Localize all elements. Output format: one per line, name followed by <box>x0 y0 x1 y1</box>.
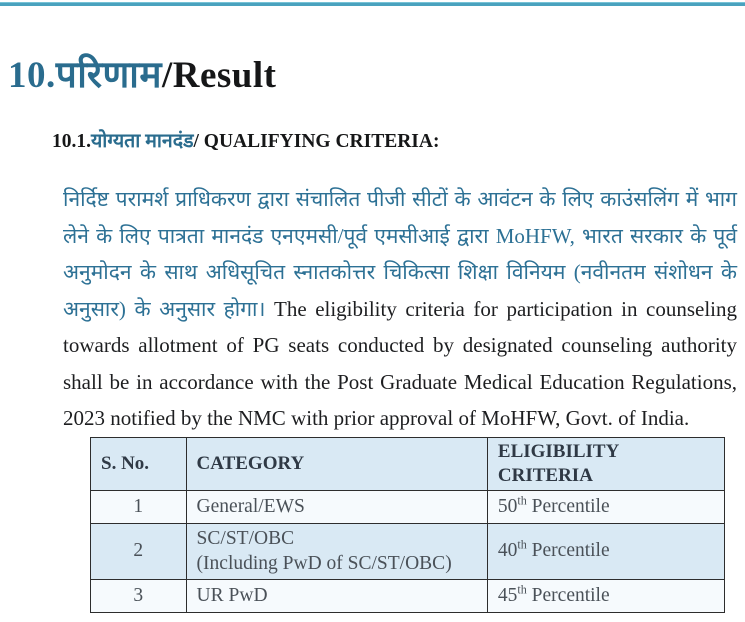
table-header-row <box>91 438 725 491</box>
percentile-label: Percentile <box>526 540 610 562</box>
header-category: CATEGORY <box>186 438 487 491</box>
eligibility-paragraph <box>63 181 737 437</box>
cell-percentile <box>487 491 724 524</box>
table-row <box>91 524 725 580</box>
percentile-number: 50 <box>497 496 518 517</box>
percentile-label: Percentile <box>526 496 610 517</box>
section-number: 10. <box>8 54 56 96</box>
subsection-heading-hindi: योग्यता मानदंड <box>91 131 194 153</box>
eligibility-criteria-table <box>90 437 725 613</box>
header-sno: S. No. <box>91 438 187 491</box>
subsection-number: 10.1. <box>52 131 91 153</box>
cell-sno: 2 <box>91 524 187 580</box>
percentile-label: Percentile <box>526 584 610 606</box>
cell-sno: 3 <box>91 579 187 612</box>
section-title-english: /Result <box>161 54 277 96</box>
paragraph-english-text: The eligibility criteria for participation in counseling towards allotment of PG seats conducted by designated counseling authority shall be in accordance with the Post Graduate Medical Education Regulations, 2023 notified by the NMC with prior approval of MoHFW, Govt. of India. <box>63 296 737 430</box>
cell-category <box>186 491 487 524</box>
percentile-number: 40 <box>497 540 518 562</box>
paragraph-hindi-text: निर्दिष्ट परामर्श प्राधिकरण द्वारा संचालित पीजी सीटों के आवंटन के लिए काउंसलिंग में भाग लेने के लिए पात्रता मानदंड एनएमसी/पूर्व एमसीआई द्वारा MoHFW, भारत सरकार के पूर्व अनुमोदन के साथ अधिसूचित स्नातकोत्तर चिकित्सा शिक्षा विनियम (नवीनतम संशोधन के अनुसार) के अनुसार होगा। <box>63 187 737 321</box>
table-row <box>91 491 725 524</box>
cell-sno: 1 <box>91 491 187 524</box>
table-row <box>91 579 725 612</box>
subsection-heading-english: / QUALIFYING CRITERIA: <box>193 131 440 153</box>
page-top-rule <box>0 2 745 6</box>
subsection-heading <box>52 126 439 153</box>
section-title <box>8 47 276 98</box>
cell-percentile <box>487 579 724 612</box>
category-line: UR PwD <box>196 585 268 607</box>
percentile-ordinal: th <box>517 537 527 552</box>
cell-category <box>186 579 487 612</box>
percentile-number: 45 <box>497 584 518 606</box>
percentile-ordinal: th <box>517 493 527 508</box>
header-eligibility-label: ELIGIBILITY CRITERIA <box>497 441 619 486</box>
cell-percentile <box>487 524 724 580</box>
category-line: General/EWS <box>196 496 305 518</box>
cell-category <box>186 524 487 580</box>
category-line: SC/ST/OBC <box>196 528 295 549</box>
section-title-hindi: परिणाम <box>55 54 162 96</box>
category-line: (Including PwD of SC/ST/OBC) <box>196 553 452 575</box>
header-eligibility <box>487 438 724 491</box>
percentile-ordinal: th <box>517 582 527 597</box>
